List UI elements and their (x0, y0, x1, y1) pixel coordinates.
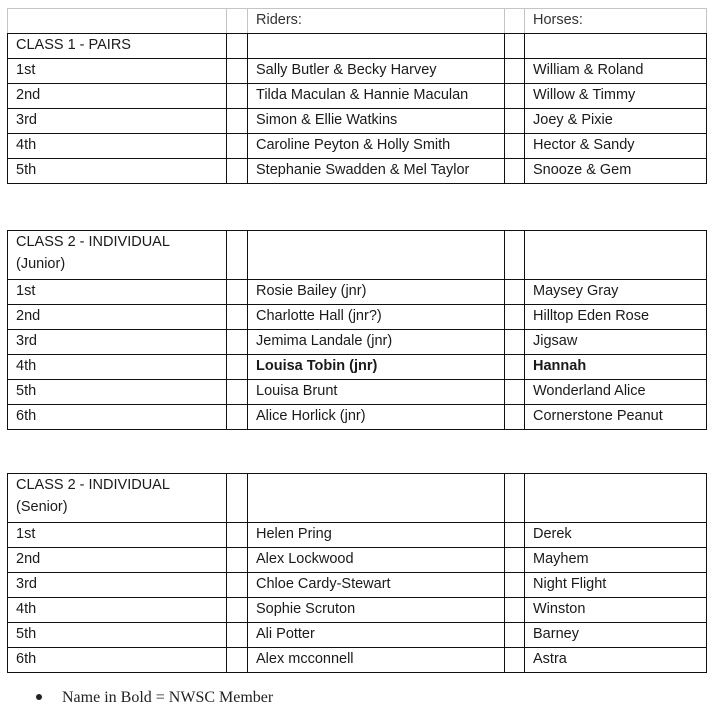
rider-cell: Rosie Bailey (jnr) (248, 280, 505, 305)
horse-cell: Derek (525, 523, 707, 548)
place-cell: 5th (8, 380, 227, 405)
place-cell: 5th (8, 159, 227, 184)
class-label-cell (8, 231, 227, 280)
header-row (8, 9, 707, 34)
table-row (8, 598, 707, 623)
blank-cell (525, 34, 707, 59)
table-row (8, 159, 707, 184)
class-1-pairs-table (7, 8, 707, 184)
table-row (8, 623, 707, 648)
spacer-cell (505, 474, 525, 523)
horse-cell: Jigsaw (525, 330, 707, 355)
horse-cell: Wonderland Alice (525, 380, 707, 405)
class-label: CLASS 1 - PAIRS (8, 34, 227, 59)
spacer-cell (227, 598, 248, 623)
spacer-cell (505, 231, 525, 280)
table-row (8, 280, 707, 305)
place-cell: 6th (8, 648, 227, 673)
rider-cell: Louisa Brunt (248, 380, 505, 405)
spacer-cell (505, 598, 525, 623)
horse-cell: Hector & Sandy (525, 134, 707, 159)
place-cell: 5th (8, 623, 227, 648)
class-sub-label: (Junior) (16, 256, 66, 272)
spacer-cell (227, 330, 248, 355)
horse-cell: Hilltop Eden Rose (525, 305, 707, 330)
table-body (8, 59, 707, 184)
place-cell: 2nd (8, 84, 227, 109)
class-label-cell (8, 474, 227, 523)
rider-cell: Caroline Peyton & Holly Smith (248, 134, 505, 159)
place-cell: 2nd (8, 305, 227, 330)
class-row (8, 34, 707, 59)
class-row (8, 474, 707, 523)
bullet-icon (36, 694, 42, 700)
horse-cell: Willow & Timmy (525, 84, 707, 109)
spacer-cell (505, 355, 525, 380)
rider-cell: Helen Pring (248, 523, 505, 548)
note-text: Name in Bold = NWSC Member (62, 689, 274, 706)
table-body (8, 523, 707, 673)
spacer-cell (505, 305, 525, 330)
table-row (8, 84, 707, 109)
spacer-cell (505, 623, 525, 648)
spacer-cell (227, 84, 248, 109)
rider-cell: Stephanie Swadden & Mel Taylor (248, 159, 505, 184)
horse-cell: William & Roland (525, 59, 707, 84)
spacer-cell (227, 280, 248, 305)
class-2-senior-table (7, 473, 707, 673)
spacer-cell (227, 623, 248, 648)
spacer-cell (227, 109, 248, 134)
rider-cell: Louisa Tobin (jnr) (248, 355, 505, 380)
class-row (8, 231, 707, 280)
spacer-cell (227, 231, 248, 280)
spacer-cell (227, 355, 248, 380)
riders-header: Riders: (248, 9, 505, 34)
spacer-cell (227, 405, 248, 430)
class-label: CLASS 2 - INDIVIDUAL (16, 234, 170, 250)
table-row (8, 59, 707, 84)
spacer-cell (227, 59, 248, 84)
blank-cell (525, 231, 707, 280)
place-cell: 4th (8, 598, 227, 623)
rider-cell: Alex mcconnell (248, 648, 505, 673)
spacer-cell (227, 305, 248, 330)
spacer-cell (505, 573, 525, 598)
rider-cell: Simon & Ellie Watkins (248, 109, 505, 134)
spacer-cell (227, 9, 248, 34)
table-row (8, 134, 707, 159)
spacer-cell (505, 134, 525, 159)
rider-cell: Tilda Maculan & Hannie Maculan (248, 84, 505, 109)
rider-cell: Charlotte Hall (jnr?) (248, 305, 505, 330)
legend-note (36, 689, 273, 707)
spacer-cell (505, 648, 525, 673)
spacer-cell (227, 474, 248, 523)
place-cell: 4th (8, 355, 227, 380)
spacer-cell (505, 109, 525, 134)
header-blank-cell (8, 9, 227, 34)
class-label: CLASS 2 - INDIVIDUAL (16, 477, 170, 493)
spacer-cell (505, 159, 525, 184)
table-body (8, 280, 707, 430)
rider-cell: Sally Butler & Becky Harvey (248, 59, 505, 84)
horse-cell: Maysey Gray (525, 280, 707, 305)
table-row (8, 405, 707, 430)
rider-cell: Jemima Landale (jnr) (248, 330, 505, 355)
spacer-cell (227, 380, 248, 405)
horse-cell: Barney (525, 623, 707, 648)
place-cell: 3rd (8, 109, 227, 134)
blank-cell (248, 474, 505, 523)
spacer-cell (227, 523, 248, 548)
place-cell: 3rd (8, 330, 227, 355)
table-row (8, 330, 707, 355)
class-sub-label: (Senior) (16, 499, 68, 515)
horses-header: Horses: (525, 9, 707, 34)
table-row (8, 523, 707, 548)
spacer-cell (505, 34, 525, 59)
blank-cell (525, 474, 707, 523)
spacer-cell (227, 648, 248, 673)
table-row (8, 648, 707, 673)
rider-cell: Chloe Cardy-Stewart (248, 573, 505, 598)
blank-cell (248, 231, 505, 280)
spacer-cell (505, 330, 525, 355)
horse-cell: Astra (525, 648, 707, 673)
horse-cell: Snooze & Gem (525, 159, 707, 184)
spacer-cell (227, 573, 248, 598)
table-row (8, 380, 707, 405)
blank-cell (248, 34, 505, 59)
spacer-cell (505, 280, 525, 305)
spacer-cell (505, 380, 525, 405)
horse-cell: Mayhem (525, 548, 707, 573)
spacer-cell (227, 134, 248, 159)
place-cell: 1st (8, 59, 227, 84)
rider-cell: Ali Potter (248, 623, 505, 648)
horse-cell: Cornerstone Peanut (525, 405, 707, 430)
place-cell: 4th (8, 134, 227, 159)
table-row (8, 305, 707, 330)
table-row (8, 109, 707, 134)
spacer-cell (505, 59, 525, 84)
horse-cell: Winston (525, 598, 707, 623)
spacer-cell (505, 84, 525, 109)
class-2-junior-table (7, 230, 707, 430)
spacer-cell (505, 405, 525, 430)
horse-cell: Joey & Pixie (525, 109, 707, 134)
spacer-cell (227, 159, 248, 184)
spacer-cell (505, 9, 525, 34)
horse-cell: Hannah (525, 355, 707, 380)
rider-cell: Alex Lockwood (248, 548, 505, 573)
spacer-cell (227, 34, 248, 59)
place-cell: 6th (8, 405, 227, 430)
horse-cell: Night Flight (525, 573, 707, 598)
table-row (8, 355, 707, 380)
place-cell: 2nd (8, 548, 227, 573)
spacer-cell (505, 523, 525, 548)
place-cell: 3rd (8, 573, 227, 598)
spacer-cell (227, 548, 248, 573)
place-cell: 1st (8, 280, 227, 305)
table-row (8, 573, 707, 598)
table-row (8, 548, 707, 573)
rider-cell: Alice Horlick (jnr) (248, 405, 505, 430)
rider-cell: Sophie Scruton (248, 598, 505, 623)
spacer-cell (505, 548, 525, 573)
place-cell: 1st (8, 523, 227, 548)
